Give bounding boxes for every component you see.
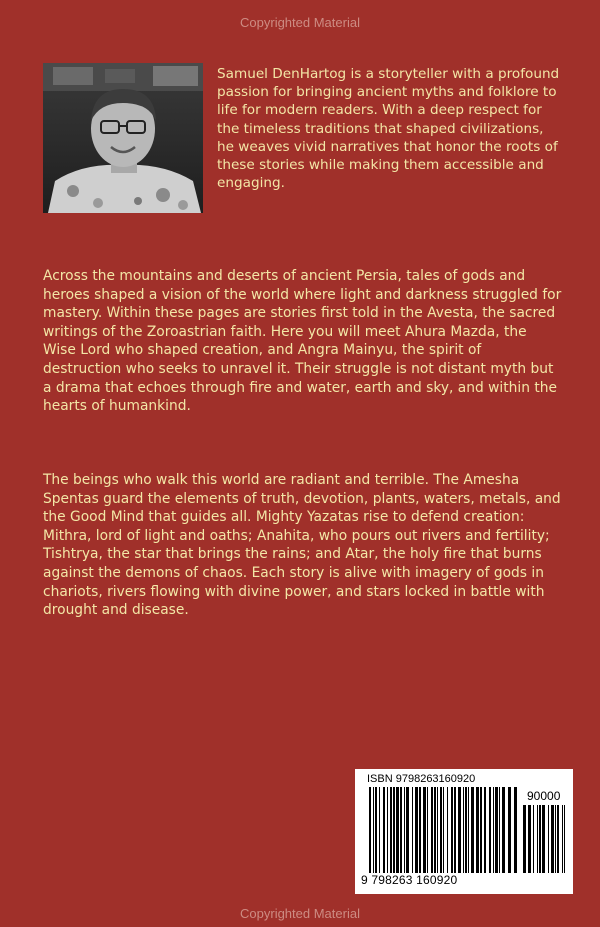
watermark-top: Copyrighted Material: [240, 15, 360, 30]
isbn-barcode: [355, 769, 573, 894]
description-paragraph-2: The beings who walk this world are radiant and terrible. The Amesha Spentas guard the elements of truth, devotion, plants, waters, metals, and the Good Mind that guides all. Mighty Yazatas rise to defend creation: Mithra, lord of light and oaths; Anahita, who pours out rivers and fertility; Tishtrya, the star that brings the rains; and Atar, the holy fire that burns against the demons of chaos. Each story is alive with imagery of gods in chariots, rivers flowing with divine power, and stars locked in battle with drought and disease.: [43, 472, 561, 619]
author-photo: [43, 63, 203, 213]
price-code: 90000: [527, 789, 561, 803]
barcode-bars: [369, 787, 517, 873]
description-paragraph-1: Across the mountains and deserts of ancient Persia, tales of gods and heroes shaped a vision of the world where light and darkness struggled for mastery. Within these pages are stories first told in the Avesta, the sacred writings of the Zoroastrian faith. Here you will meet Ahura Mazda, the Wise Lord who shaped creation, and Angra Mainyu, the spirit of destruction who seeks to unravel it. Their struggle is not distant myth but a drama that echoes through fire and water, earth and sky, and within the hearts of humankind.: [43, 268, 562, 415]
barcode-addon-bars: [523, 805, 567, 873]
barcode-digits: 9 798263 160920: [361, 873, 458, 887]
author-portrait-image: [43, 63, 203, 213]
author-bio: Samuel DenHartog is a storyteller with a profound passion for bringing ancient myths and folklore to life for modern readers. With a deep respect for the timeless traditions that shaped civilizations, he weaves vivid narratives that honor the roots of these stories while making them accessible and engaging.: [217, 66, 560, 192]
watermark-bottom: Copyrighted Material: [240, 906, 360, 921]
isbn-label: ISBN 9798263160920: [367, 773, 476, 785]
